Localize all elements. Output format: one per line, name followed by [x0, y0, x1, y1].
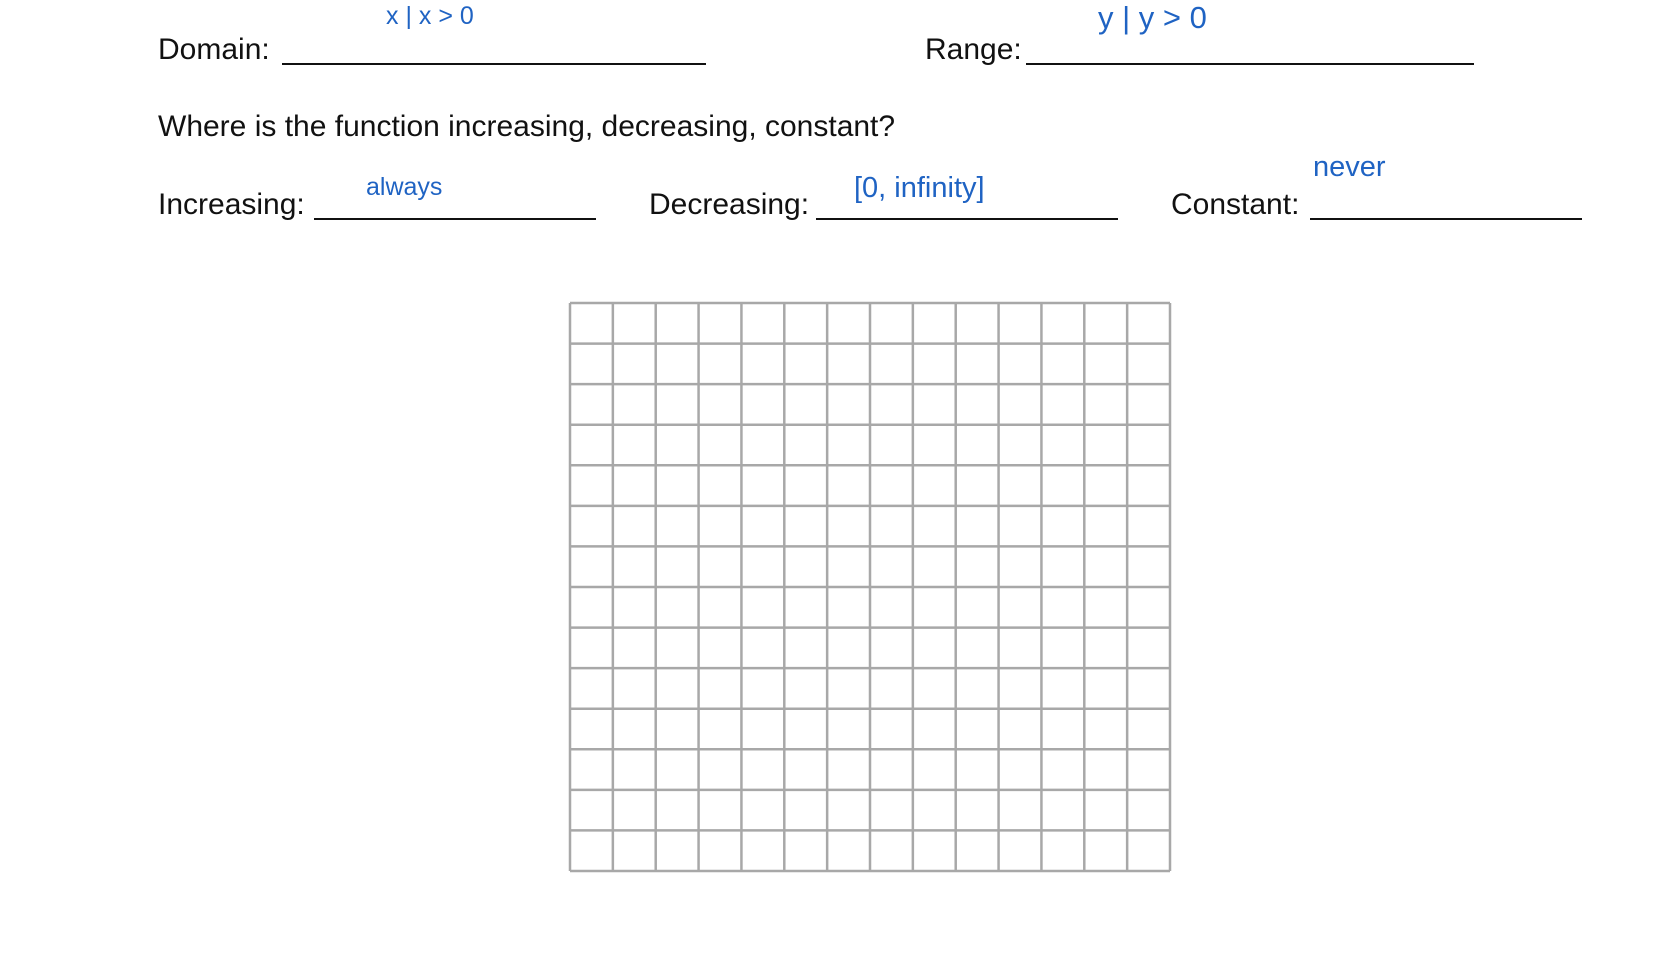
domain-label: Domain:	[158, 33, 270, 66]
decreasing-label: Decreasing:	[649, 188, 810, 221]
increasing-answer: always	[366, 173, 443, 201]
constant-answer: never	[1313, 151, 1386, 183]
increasing-blank[interactable]	[314, 218, 596, 220]
domain-answer: x | x > 0	[386, 2, 474, 30]
range-blank[interactable]	[1026, 63, 1474, 65]
graph-grid	[568, 301, 1172, 873]
increasing-label: Increasing:	[158, 188, 305, 221]
decreasing-blank[interactable]	[816, 218, 1118, 220]
constant-label: Constant:	[1171, 188, 1300, 221]
question-text: Where is the function increasing, decreasing, constant?	[158, 110, 896, 143]
range-answer: y | y > 0	[1098, 0, 1207, 35]
domain-blank[interactable]	[282, 63, 706, 65]
range-label: Range:	[925, 33, 1022, 66]
decreasing-answer: [0, infinity]	[854, 172, 985, 204]
constant-blank[interactable]	[1310, 218, 1582, 220]
